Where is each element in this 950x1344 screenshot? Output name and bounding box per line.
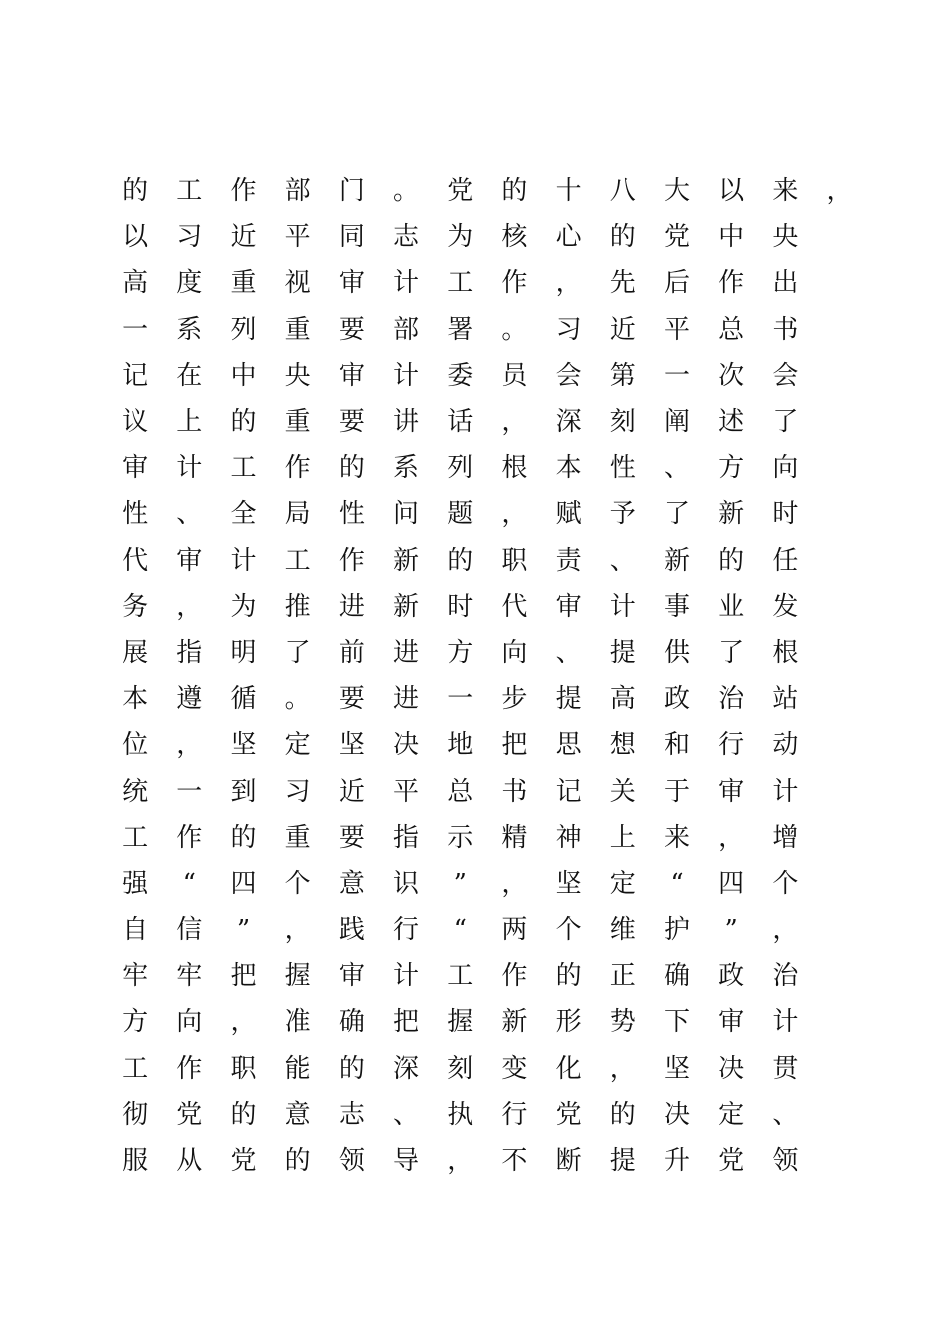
text-line: 工 作 职 能 的 深 刻 变 化 ， 坚 决 贯 — [122, 1053, 799, 1084]
text-line: 一 系 列 重 要 部 署 。 习 近 平 总 书 — [122, 314, 799, 345]
text-line: 牢 牢 把 握 审 计 工 作 的 正 确 政 治 — [122, 961, 799, 992]
text-line: 工 作 的 重 要 指 示 精 神 上 来 ， 增 — [122, 822, 799, 853]
text-line: 服 从 党 的 领 导 ， 不 断 提 升 党 领 — [122, 1146, 799, 1177]
text-line: 审 计 工 作 的 系 列 根 本 性 、 方 向 — [122, 453, 799, 484]
text-line: 本 遵 循 。 要 进 一 步 提 高 政 治 站 — [122, 684, 799, 715]
text-line: 务 ， 为 推 进 新 时 代 审 计 事 业 发 — [122, 591, 799, 622]
text-line: 记 在 中 央 审 计 委 员 会 第 一 次 会 — [122, 360, 799, 391]
text-line: 以 习 近 平 同 志 为 核 心 的 党 中 央 — [122, 222, 799, 253]
text-line: 高 度 重 视 审 计 工 作 ， 先 后 作 出 — [122, 268, 799, 299]
text-line: 强 “ 四 个 意 识 ” ， 坚 定 “ 四 个 — [122, 868, 799, 899]
text-line: 的 工 作 部 门 。 党 的 十 八 大 以 来 ， — [122, 176, 853, 207]
text-line: 方 向 ， 准 确 把 握 新 形 势 下 审 计 — [122, 1007, 799, 1038]
text-line: 议 上 的 重 要 讲 话 ， 深 刻 阐 述 了 — [122, 407, 799, 438]
text-line: 代 审 计 工 作 新 的 职 责 、 新 的 任 — [122, 545, 799, 576]
text-line: 彻 党 的 意 志 、 执 行 党 的 决 定 、 — [122, 1099, 799, 1130]
text-line: 统 一 到 习 近 平 总 书 记 关 于 审 计 — [122, 776, 799, 807]
text-line: 性 、 全 局 性 问 题 ， 赋 予 了 新 时 — [122, 499, 799, 530]
text-line: 位 ， 坚 定 坚 决 地 把 思 想 和 行 动 — [122, 730, 799, 761]
body-text — [108, 168, 948, 1184]
text-line: 自 信 ” ， 践 行 “ 两 个 维 护 ” ， — [122, 915, 799, 946]
text-line: 展 指 明 了 前 进 方 向 、 提 供 了 根 — [122, 637, 799, 668]
